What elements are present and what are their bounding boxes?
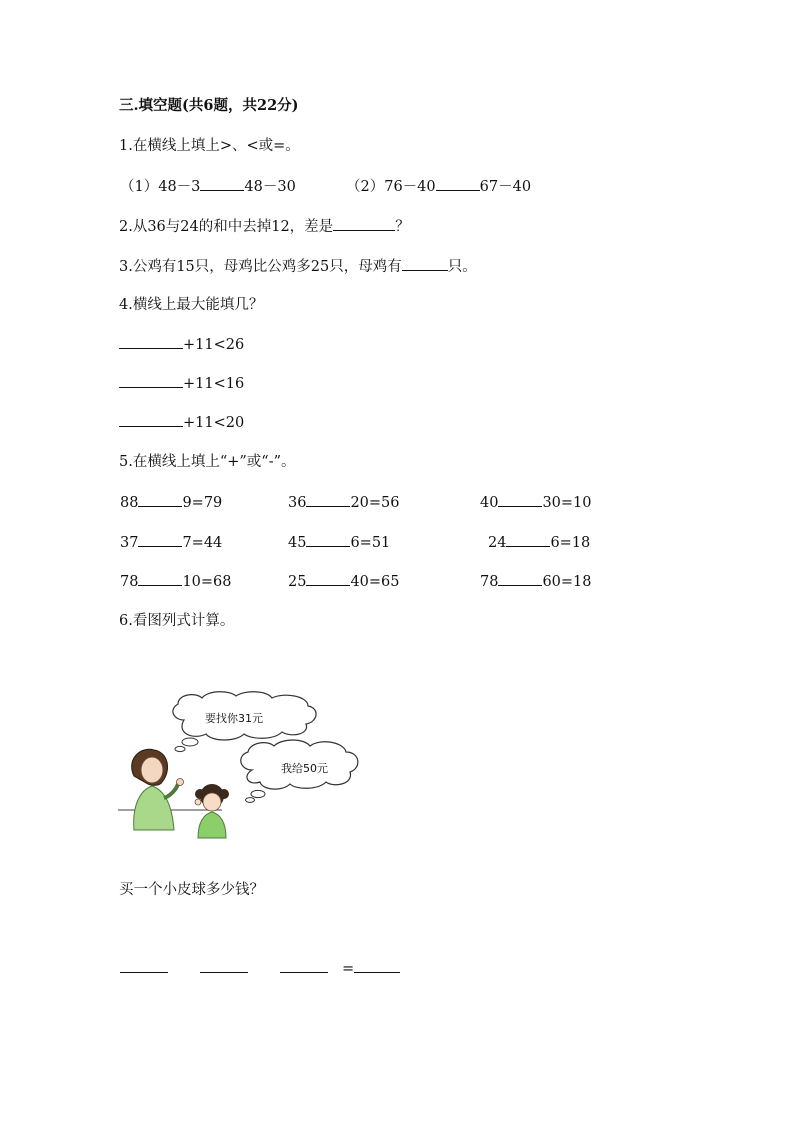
question-3 (119, 256, 477, 277)
question-4-row (119, 412, 244, 433)
question-2-text: 2.从36与24的和中去掉12，差是 (119, 219, 334, 235)
q5-rest: 7=44 (182, 535, 223, 551)
question-2 (119, 216, 410, 237)
q1-part2-left: （2）76－40 (346, 179, 436, 195)
answer-blank[interactable] (306, 571, 350, 586)
q5-operand: 78 (480, 574, 499, 590)
q1-part2-right: 67－40 (479, 179, 532, 195)
answer-blank[interactable] (200, 176, 244, 191)
answer-equation (120, 958, 400, 979)
answer-blank[interactable] (120, 958, 168, 973)
q5-item (288, 571, 400, 592)
answer-blank[interactable] (138, 571, 182, 586)
equals-sign: = (342, 961, 355, 977)
question-1-stem: 1.在横线上填上>、<或=。 (119, 138, 300, 154)
q5-rest: 6=18 (550, 535, 591, 551)
answer-blank[interactable] (280, 958, 328, 973)
q5-item (480, 571, 592, 592)
q5-rest: 6=51 (350, 535, 391, 551)
answer-blank[interactable] (498, 492, 542, 507)
q5-item (288, 492, 400, 513)
q1-part1-right: 48－30 (244, 179, 296, 195)
answer-blank[interactable] (119, 334, 183, 349)
question-4-row (119, 334, 244, 355)
q5-item (120, 492, 222, 513)
answer-blank[interactable] (333, 216, 395, 231)
section-title: 三.填空题(共6题，共22分) (119, 97, 299, 114)
q5-operand: 37 (120, 535, 139, 551)
question-3-end: 只。 (447, 259, 477, 275)
woman-figure (132, 749, 184, 830)
q5-item (488, 532, 590, 553)
q5-operand: 36 (288, 495, 307, 511)
answer-blank[interactable] (506, 532, 550, 547)
q5-rest: 20=56 (350, 495, 400, 511)
question-6-prompt: 买一个小皮球多少钱？ (119, 882, 264, 898)
answer-blank[interactable] (119, 373, 183, 388)
q5-item (120, 532, 222, 553)
q5-operand: 40 (480, 495, 499, 511)
answer-blank[interactable] (306, 532, 350, 547)
question-4-stem: 4.横线上最大能填几？ (119, 297, 264, 313)
q5-operand: 25 (288, 574, 307, 590)
question-4-row (119, 373, 244, 394)
girl-figure (195, 784, 229, 838)
question-4-expression: +11<20 (183, 415, 245, 431)
answer-blank[interactable] (498, 571, 542, 586)
q5-item (120, 571, 232, 592)
q5-rest: 60=18 (542, 574, 592, 590)
answer-blank[interactable] (306, 492, 350, 507)
q5-rest: 30=10 (542, 495, 592, 511)
question-1-part-2 (346, 176, 531, 197)
q5-operand: 88 (120, 495, 139, 511)
q5-rest: 40=65 (350, 574, 400, 590)
question-4-expression: +11<16 (183, 376, 245, 392)
q5-item (480, 492, 592, 513)
answer-blank[interactable] (436, 176, 480, 191)
question-4-expression: +11<26 (183, 337, 245, 353)
answer-blank[interactable] (138, 492, 182, 507)
q5-operand: 24 (488, 535, 507, 551)
answer-blank[interactable] (138, 532, 182, 547)
question-2-end: ？ (395, 219, 410, 235)
q5-operand: 45 (288, 535, 307, 551)
question-5-stem: 5.在横线上填上“+”或“-”。 (119, 454, 296, 470)
q5-rest: 10=68 (182, 574, 232, 590)
question-3-text: 3.公鸡有15只，母鸡比公鸡多25只，母鸡有 (119, 259, 402, 275)
cloud-1-text: 要找你31元 (205, 712, 263, 725)
q5-item (288, 532, 390, 553)
q5-operand: 78 (120, 574, 139, 590)
question-1-part-1 (120, 176, 296, 197)
answer-blank[interactable] (402, 256, 448, 271)
question-6-stem: 6.看图列式计算。 (119, 613, 235, 629)
answer-blank[interactable] (119, 412, 183, 427)
q5-rest: 9=79 (182, 495, 223, 511)
q1-part1-left: （1）48－3 (120, 179, 201, 195)
answer-blank[interactable] (200, 958, 248, 973)
cloud-2-text: 我给50元 (281, 762, 328, 775)
answer-blank[interactable] (354, 958, 400, 973)
